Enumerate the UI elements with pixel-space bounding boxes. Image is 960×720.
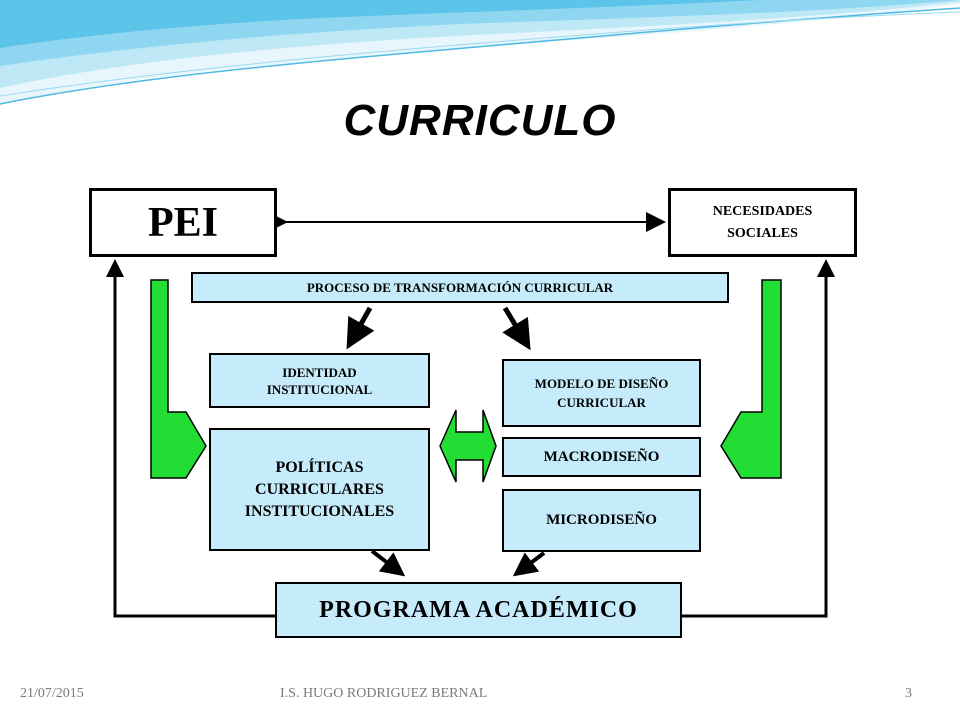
politicas-line-2: CURRICULARES xyxy=(255,480,384,498)
footer-page-number: 3 xyxy=(905,686,912,701)
left-green-block-arrow xyxy=(151,280,206,478)
macrodiseno-box xyxy=(502,437,701,477)
programa-label: PROGRAMA ACADÉMICO xyxy=(319,596,638,623)
politicas-curriculares-box xyxy=(209,428,430,551)
modelo-line-2: CURRICULAR xyxy=(557,395,646,410)
identidad-institucional-box xyxy=(209,353,430,408)
microdiseno-box xyxy=(502,489,701,552)
necesidades-line-2: SOCIALES xyxy=(727,225,798,241)
pei-box xyxy=(89,188,277,257)
identidad-line-1: IDENTIDAD xyxy=(282,364,357,380)
right-green-block-arrow xyxy=(721,280,781,478)
footer-date: 21/07/2015 xyxy=(20,686,84,701)
proceso-to-modelo-arrow xyxy=(505,308,528,346)
programa-academico-box xyxy=(275,582,682,638)
necesidades-line-1: NECESIDADES xyxy=(712,203,813,219)
proceso-to-identidad-arrow xyxy=(349,308,370,345)
center-green-double-arrow xyxy=(440,410,496,482)
microdiseno-label: MICRODISEÑO xyxy=(546,512,657,528)
proceso-label: PROCESO DE TRANSFORMACIÓN CURRICULAR xyxy=(306,279,614,295)
modelo-line-1: MODELO DE DISEÑO xyxy=(534,376,669,391)
necesidades-sociales-box xyxy=(668,188,857,257)
proceso-transformacion-box xyxy=(191,272,729,303)
modelo-diseno-curricular-box xyxy=(502,359,701,427)
macrodiseno-label: MACRODISEÑO xyxy=(543,448,660,465)
politicas-to-programa-arrow xyxy=(372,551,402,574)
identidad-line-2: INSTITUCIONAL xyxy=(266,381,373,397)
politicas-line-1: POLÍTICAS xyxy=(275,458,364,476)
politicas-line-3: INSTITUCIONALES xyxy=(244,502,395,520)
microdiseno-to-programa-arrow xyxy=(516,553,544,574)
slide-title: CURRICULO xyxy=(343,96,617,145)
pei-label: PEI xyxy=(147,199,218,246)
footer-author: I.S. HUGO RODRIGUEZ BERNAL xyxy=(280,686,488,701)
